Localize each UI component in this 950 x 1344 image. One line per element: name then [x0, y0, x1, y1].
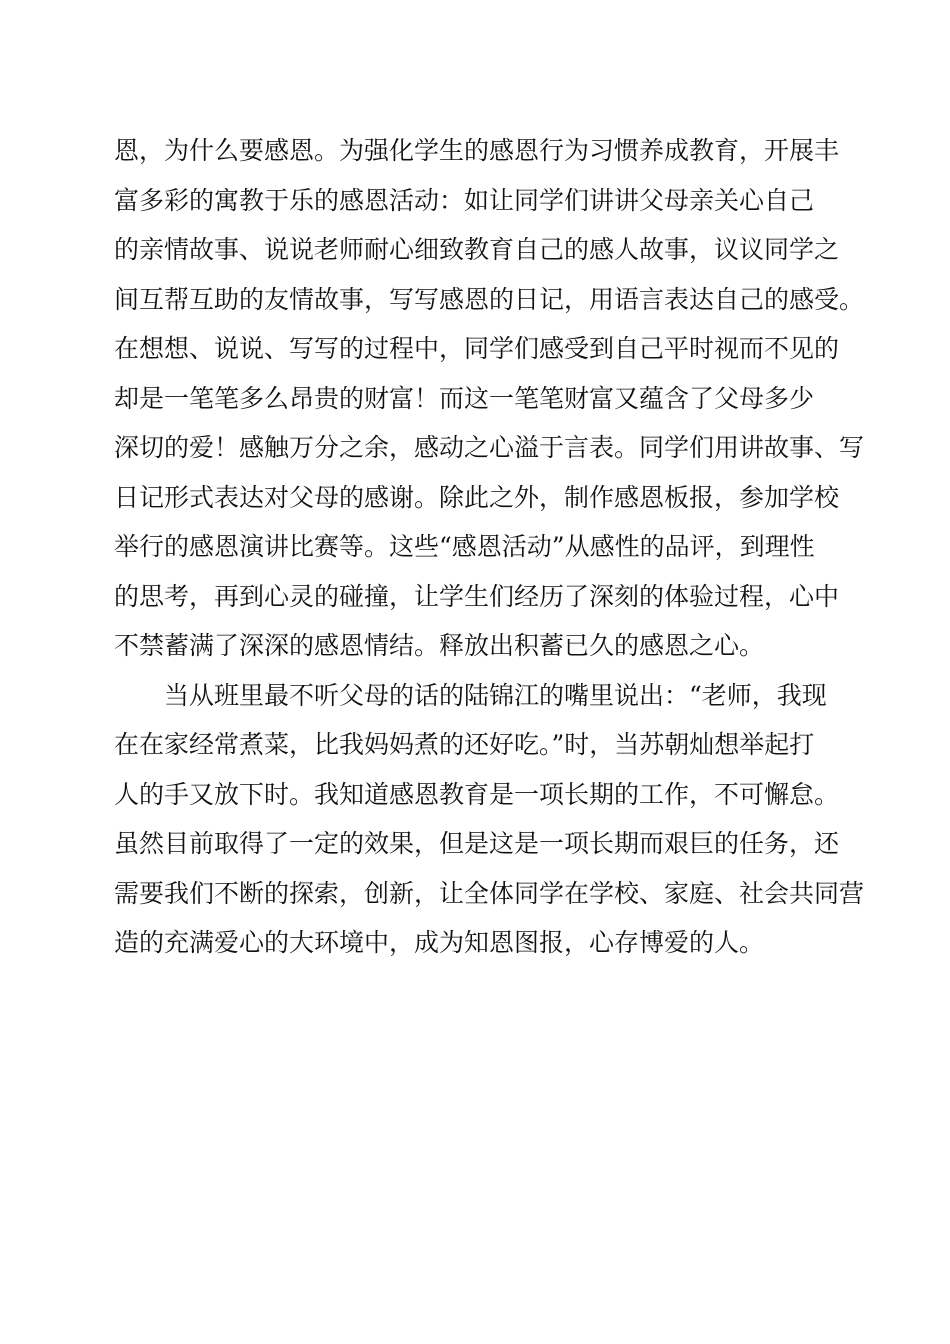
paragraph-2 [114, 671, 865, 968]
text-line: 间互帮互助的友情故事，写写感恩的日记，用语言表达自己的感受。 [114, 284, 865, 314]
text-line: 日记形式表达对父母的感谢。除此之外，制作感恩板报，参加学校 [114, 482, 840, 512]
text-line: 人的手又放下时。我知道感恩教育是一项长期的工作，不可懈怠。 [114, 779, 840, 809]
text-line: 富多彩的寓教于乐的感恩活动：如让同学们讲讲父母亲关心自己 [114, 185, 815, 215]
text-line: 的思考，再到心灵的碰撞，让学生们经历了深刻的体验过程，心中 [114, 581, 840, 611]
text-line: 在在家经常煮菜，比我妈妈煮的还好吃。”时，当苏朝灿想举起打 [114, 730, 815, 759]
document-body [114, 126, 865, 968]
text-line: 深切的爱！感触万分之余，感动之心溢于言表。同学们用讲故事、写 [114, 433, 865, 462]
text-line: 却是一笔笔多么昂贵的财富！而这一笔笔财富又蕴含了父母多少 [114, 383, 815, 413]
text-line: 恩，为什么要感恩。为强化学生的感恩行为习惯养成教育，开展丰 [114, 136, 840, 165]
text-line: 举行的感恩演讲比赛等。这些“感恩活动”从感性的品评，到理性 [114, 532, 815, 561]
paragraph-1 [114, 126, 865, 671]
text-line-indented: 当从班里最不听父母的话的陆锦江的嘴里说出：“老师，我现 [164, 680, 827, 710]
text-line: 不禁蓄满了深深的感恩情结。释放出积蓄已久的感恩之心。 [114, 631, 765, 660]
text-line: 的亲情故事、说说老师耐心细致教育自己的感人故事，议议同学之 [114, 235, 840, 264]
text-line: 造的充满爱心的大环境中，成为知恩图报，心存博爱的人。 [114, 928, 765, 957]
text-line: 在想想、说说、写写的过程中，同学们感受到自己平时视而不见的 [114, 334, 840, 363]
text-line: 需要我们不断的探索，创新，让全体同学在学校、家庭、社会共同营 [114, 878, 865, 908]
text-line: 虽然目前取得了一定的效果，但是这是一项长期而艰巨的任务，还 [114, 829, 840, 858]
